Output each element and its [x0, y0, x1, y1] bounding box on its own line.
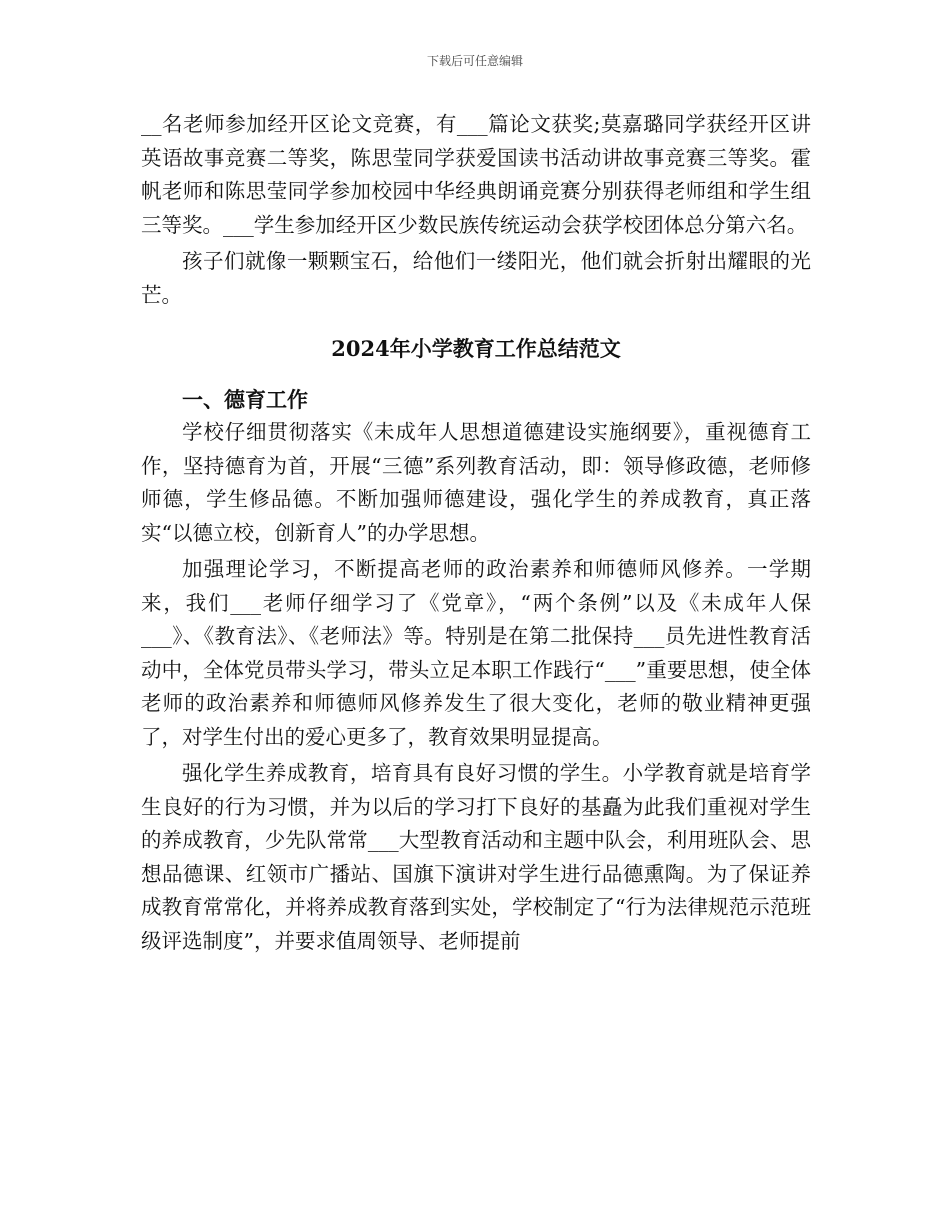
page-header: 下载后可任意编辑 — [426, 54, 523, 68]
document-title: 2024年小学教育工作总结范文 — [331, 336, 621, 361]
paragraph-gems: 孩子们就像一颗颗宝石，给他们一缕阳光，他们就会折射出耀眼的光芒。 — [141, 249, 811, 307]
paragraph-habit-education: 强化学生养成教育，培育具有良好习惯的学生。小学教育就是培育学生良好的行为习惯，并为以后的学习打下良好的基矗为此我们重视对学生的养成教育，少先队常常___大型教育活动和主题中队会，利用班队会、思想品德课、红领市广播站、国旗下演讲对学生进行品德熏陶。为了保证养成教育常常化，并将养成教育落到实处，学校制定了“行为法律规范示范班级评选制度”，并要求值周领导、老师提前 — [141, 761, 811, 953]
section-heading: 一、德育工作 — [182, 386, 308, 412]
document-body — [141, 108, 811, 958]
paragraph-theory-study: 加强理论学习，不断提高老师的政治素养和师德师风修养。一学期来，我们___老师仔细学习了《党章》，“两个条例”以及《未成年人保___》、《教育法》、《老师法》等。特别是在第二批保持___员先进性教育活动中，全体党员带头学习，带头立足本职工作践行“___”重要思想，使全体老师的政治素养和师德师风修养发生了很大变化，老师的敬业精神更强了，对学生付出的爱心更多了，教育效果明显提高。 — [141, 557, 811, 749]
paragraph-moral-education: 学校仔细贯彻落实《未成年人思想道德建设实施纲要》，重视德育工作，坚持德育为首，开展“三德”系列教育活动，即：领导修政德，老师修师德，学生修品德。不断加强师德建设，强化学生的养成教育，真正落实“以德立校，创新育人”的办学思想。 — [141, 420, 811, 545]
paragraph-awards: __名老师参加经开区论文竞赛，有___篇论文获奖;莫嘉璐同学获经开区讲英语故事竞赛二等奖，陈思莹同学获爱国读书活动讲故事竞赛三等奖。霍帆老师和陈思莹同学参加校园中华经典朗诵竞赛分别获得老师组和学生组三等奖。___学生参加经开区少数民族传统运动会获学校团体总分第六名。 — [141, 112, 811, 237]
